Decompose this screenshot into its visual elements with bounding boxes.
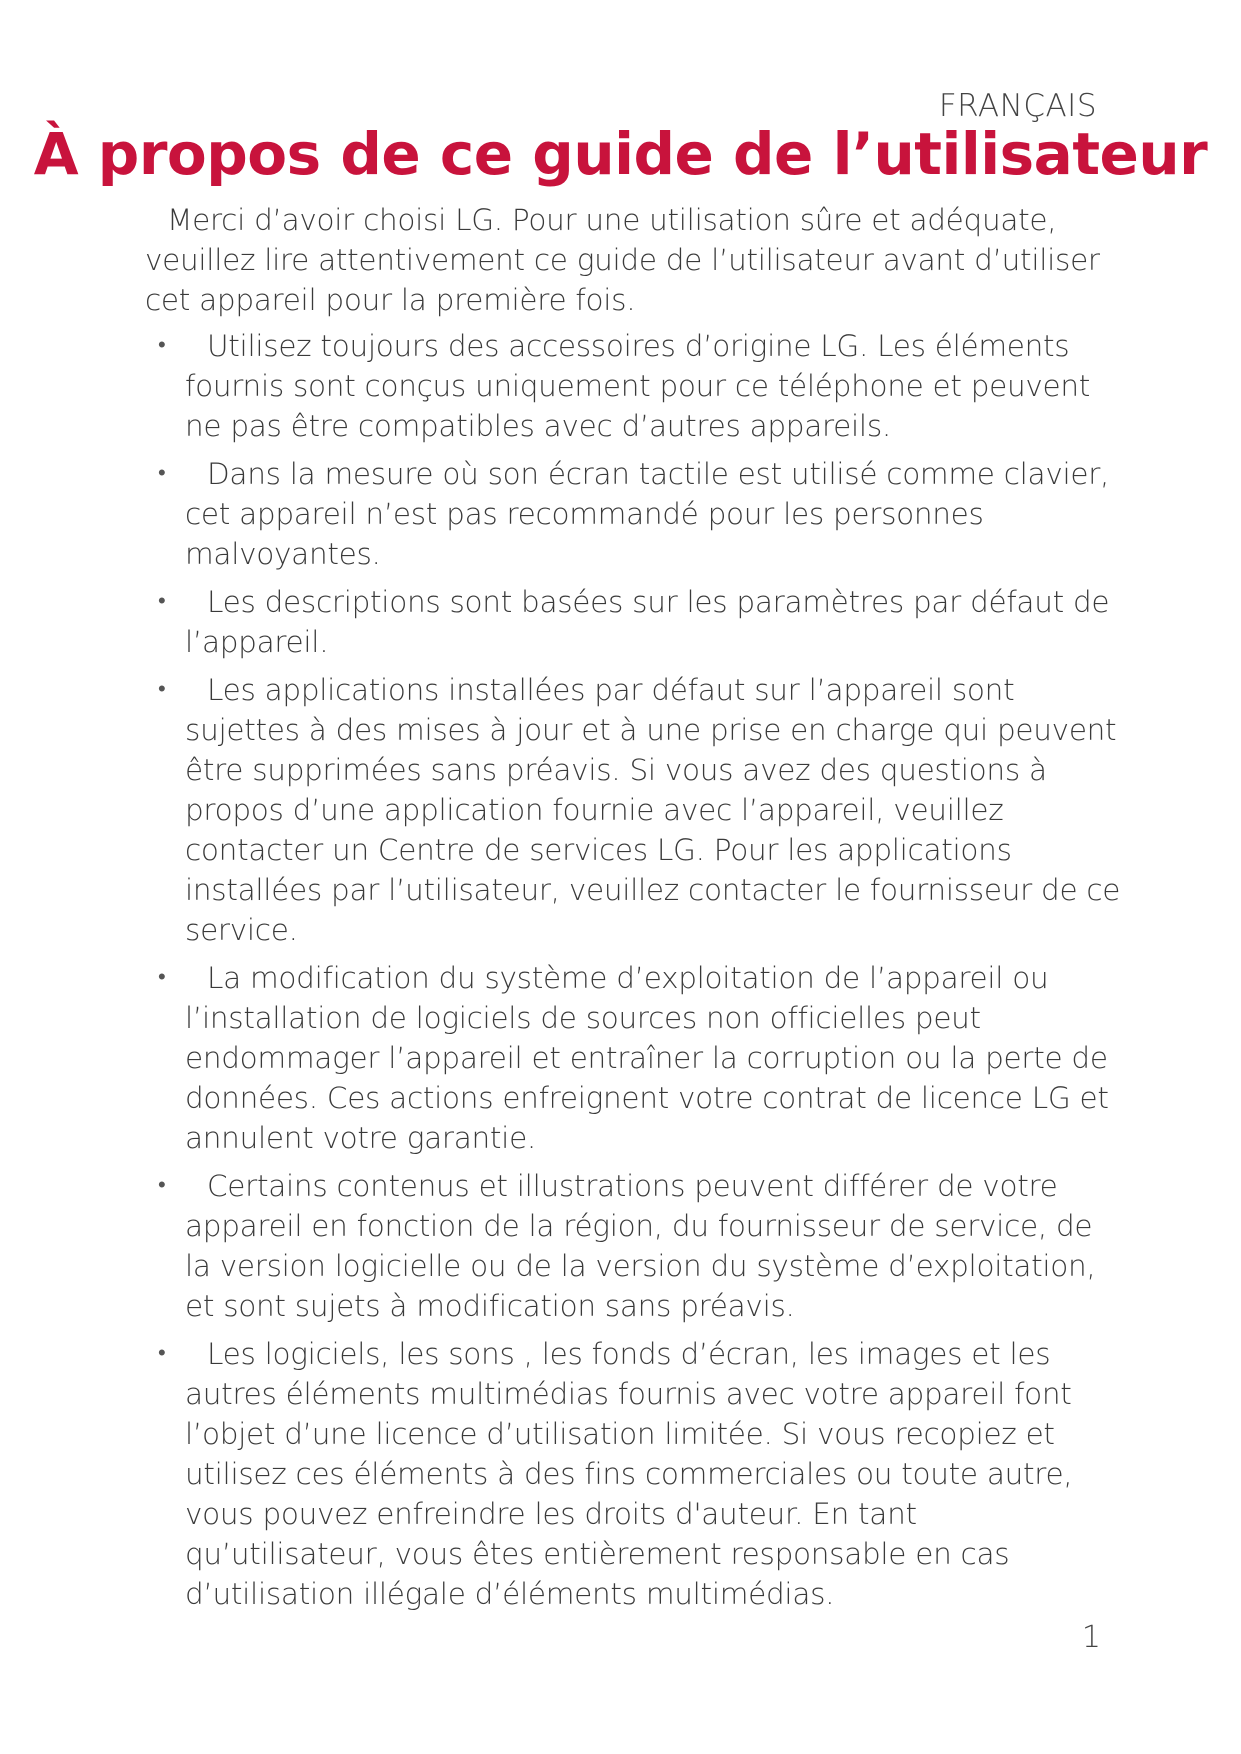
bullet-icon: • bbox=[158, 965, 166, 990]
page-title: À propos de ce guide de l’utilisateur bbox=[33, 120, 1208, 188]
list-item-text: Dans la mesure où son écran tactile est utilisé comme clavier, cet appareil n’est pas recommandé pour les personnes malvoyantes. bbox=[185, 457, 1110, 571]
list-item bbox=[145, 326, 1125, 446]
list-item-text: La modification du système d’exploitation de l’appareil ou l’installation de logiciels de sources non officielles peut endommager l’appareil et entraîner la corruption ou la perte de données. Ces actions enfreignent votre contrat de licence LG et annulent votre garantie. bbox=[185, 961, 1109, 1155]
bullet-icon: • bbox=[158, 1341, 166, 1366]
language-label: FRANÇAIS bbox=[938, 88, 1097, 124]
list-item bbox=[145, 670, 1125, 950]
list-item-text: Certains contenus et illustrations peuvent différer de votre appareil en fonction de la région, du fournisseur de service, de la version logicielle ou de la version du système d’exploitation, et sont sujets à modification sans préavis. bbox=[185, 1169, 1096, 1323]
page-number: 1 bbox=[1081, 1620, 1101, 1655]
bullet-icon: • bbox=[158, 589, 166, 614]
bullet-icon: • bbox=[158, 677, 166, 702]
list-item-text: Les descriptions sont basées sur les paramètres par défaut de l’appareil. bbox=[185, 585, 1110, 659]
bullet-icon: • bbox=[158, 333, 166, 358]
list-item-text: Les logiciels, les sons , les fonds d’écran, les images et les autres éléments multimédias fournis avec votre appareil font l’objet d’une licence d’utilisation limitée. Si vous recopiez et utilisez ces éléments à des fins commerciales ou toute autre, vous pouvez enfreindre les droits d'auteur. En tant qu’utilisateur, vous êtes entièrement responsable en cas d’utilisation illégale d’éléments multimédias. bbox=[185, 1337, 1073, 1611]
bullet-icon: • bbox=[158, 461, 166, 486]
list-item bbox=[145, 958, 1125, 1158]
notice-list bbox=[145, 326, 1125, 1614]
list-item bbox=[145, 1334, 1125, 1614]
list-item-text: Utilisez toujours des accessoires d’origine LG. Les éléments fournis sont conçus uniquement pour ce téléphone et peuvent ne pas être compatibles avec d’autres appareils. bbox=[185, 329, 1091, 443]
list-item bbox=[145, 1166, 1125, 1326]
intro-paragraph: Merci d’avoir choisi LG. Pour une utilisation sûre et adéquate, veuillez lire attentivement ce guide de l’utilisateur avant d’utiliser cet appareil pour la première fois. bbox=[145, 203, 1100, 317]
list-item bbox=[145, 454, 1125, 574]
document-body bbox=[145, 200, 1125, 1622]
list-item bbox=[145, 582, 1125, 662]
bullet-icon: • bbox=[158, 1173, 166, 1198]
list-item-text: Les applications installées par défaut sur l’appareil sont sujettes à des mises à jour et à une prise en charge qui peuvent être supprimées sans préavis. Si vous avez des questions à propos d’une application fournie avec l’appareil, veuillez contacter un Centre de services LG. Pour les applications installées par l’utilisateur, veuillez contacter le fournisseur de ce service. bbox=[185, 673, 1121, 947]
